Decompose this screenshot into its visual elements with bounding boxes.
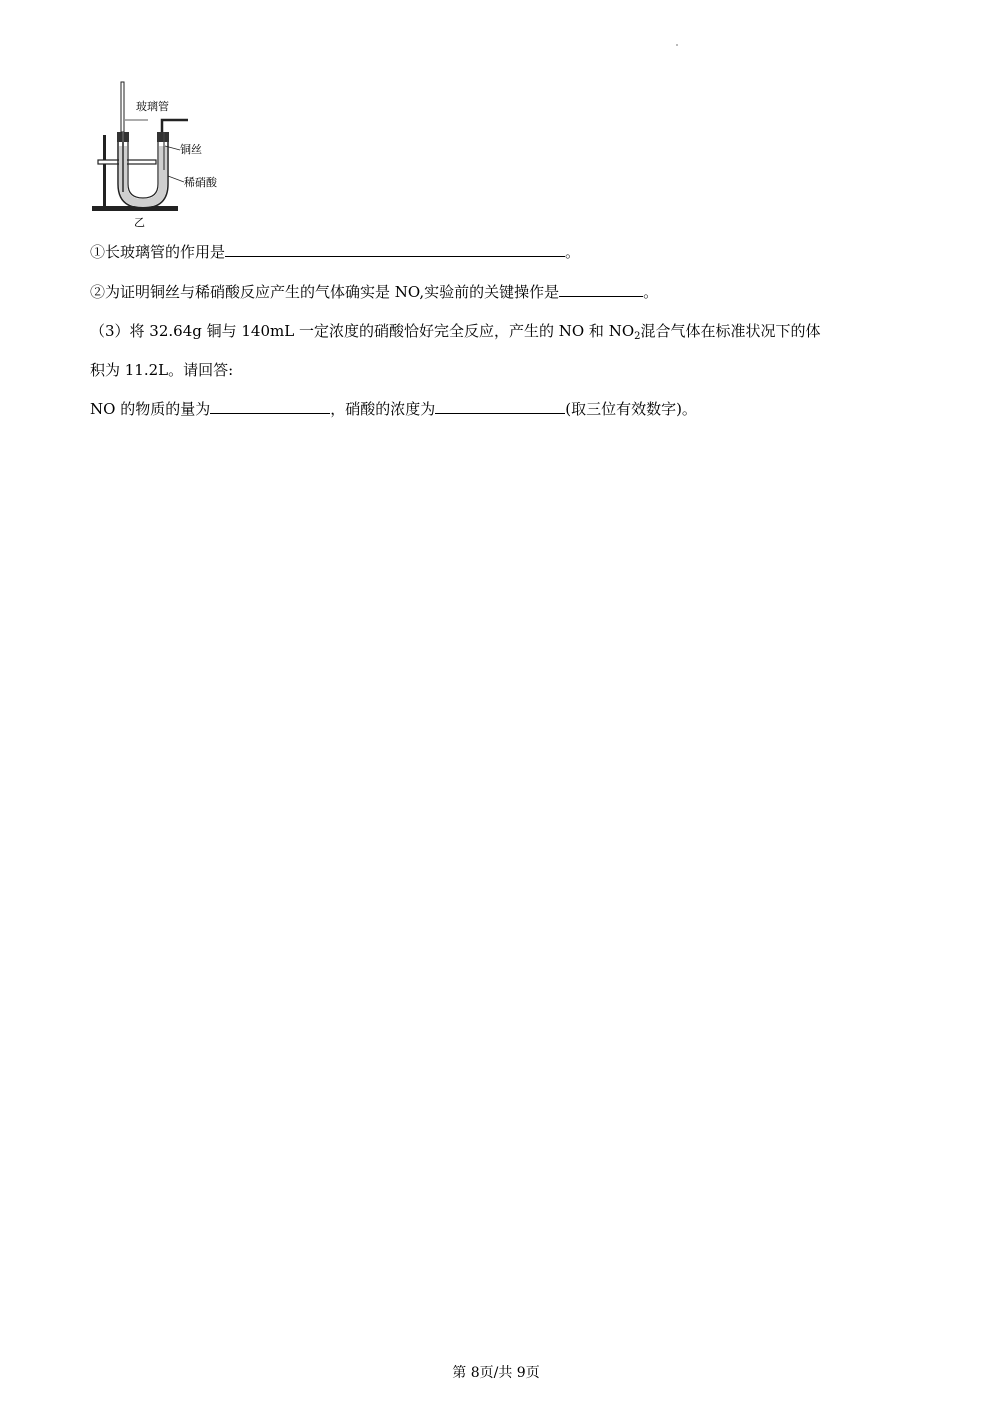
answer-blank-concentration[interactable]	[435, 399, 565, 414]
question-3-line-2	[90, 360, 233, 380]
answer-blank-2[interactable]	[559, 282, 643, 297]
question-1	[90, 242, 580, 262]
glass-tube-inside	[122, 132, 124, 192]
question-1-text: ①长玻璃管的作用是	[90, 243, 226, 261]
outlet-tube	[162, 120, 188, 132]
question-2-text: ②为证明铜丝与稀硝酸反应产生的气体确实是 NO,实验前的关键操作是	[90, 283, 560, 301]
question-1-end: 。	[565, 243, 581, 261]
no2-subscript: 2	[634, 331, 641, 342]
answer-blank-1[interactable]	[225, 242, 565, 257]
u-tube-inner	[128, 142, 158, 198]
stand-rod	[103, 135, 106, 207]
question-3-text-b: 混合气体在标准状况下的体	[640, 322, 821, 340]
question-2-end: 。	[643, 283, 659, 301]
right-stopper	[157, 132, 169, 142]
figure-caption: 乙	[134, 216, 145, 229]
question-3-text-a: （3）将 32.64g 铜与 140mL 一定浓度的硝酸恰好完全反应，产生的 NO 和 NO	[90, 322, 635, 340]
no-amount-label: NO 的物质的量为	[90, 400, 211, 418]
label-dilute-nitric-acid: 稀硝酸	[184, 176, 217, 189]
u-tube-apparatus-figure	[88, 80, 258, 230]
scan-speck	[676, 44, 678, 46]
answer-blank-no-amount[interactable]	[210, 399, 330, 414]
question-2	[90, 282, 658, 302]
page-footer: 第 8页/共 9页	[452, 1365, 540, 1381]
leader-nitric-acid	[168, 176, 184, 182]
question-3-text-line2: 积为 11.2L。请回答:	[90, 361, 234, 379]
sig-fig-note: (取三位有效数字)。	[565, 400, 697, 418]
label-copper-wire: 铜丝	[180, 143, 202, 156]
apparatus-diagram	[88, 80, 258, 230]
acid-concentration-label: ，硝酸的浓度为	[330, 400, 436, 418]
question-3-line-1	[90, 321, 821, 347]
label-glass-tube: 玻璃管	[136, 100, 169, 113]
question-3-line-3	[90, 399, 697, 419]
long-glass-tube	[121, 82, 124, 132]
